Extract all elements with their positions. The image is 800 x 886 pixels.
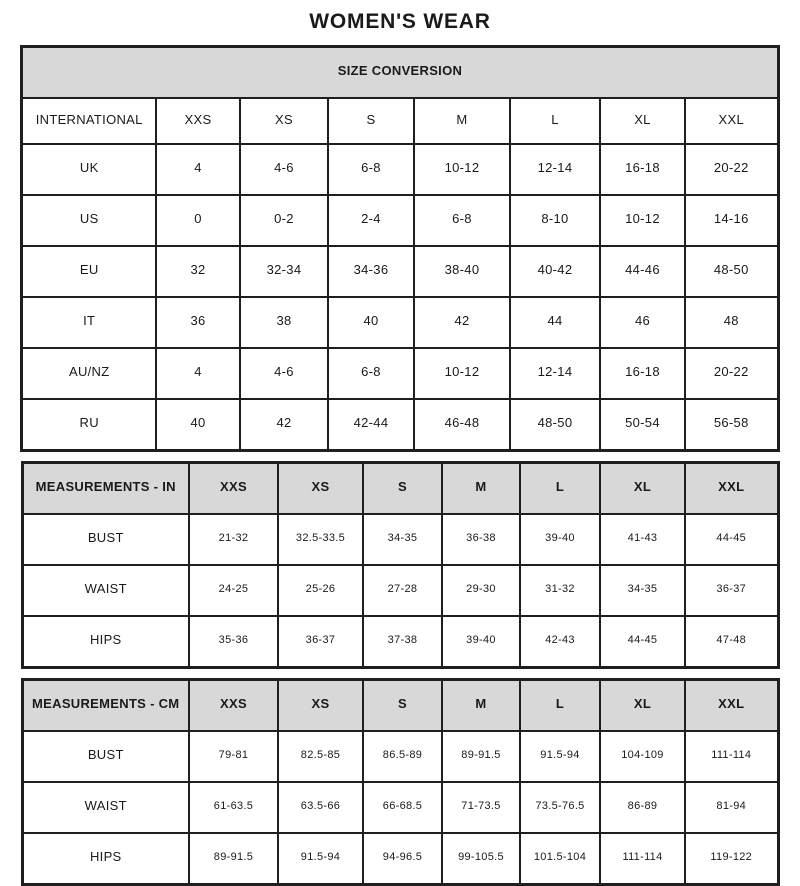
measurements-cm-table [21,678,780,886]
row-label: HIPS [22,833,189,885]
value-cell: 41-43 [600,514,685,565]
row-label: AU/NZ [22,348,156,399]
value-cell: 2-4 [328,195,414,246]
value-cell: 36 [156,297,240,348]
table-row [22,616,778,668]
value-cell: 38 [240,297,328,348]
value-cell: 44-45 [685,514,778,565]
value-cell: 38-40 [414,246,510,297]
row-label: IT [22,297,156,348]
row-label-column-header: MEASUREMENTS - IN [22,463,189,515]
value-cell: 12-14 [510,348,600,399]
value-cell: 32 [156,246,240,297]
size-column-header: XXL [685,98,778,144]
value-cell: 82.5-85 [278,731,363,782]
value-cell: 32.5-33.5 [278,514,363,565]
size-column-header: L [510,98,600,144]
table-row [22,731,778,782]
value-cell: 81-94 [685,782,778,833]
value-cell: 40 [328,297,414,348]
value-cell: 25-26 [278,565,363,616]
value-cell: 0 [156,195,240,246]
value-cell: 29-30 [442,565,520,616]
size-column-header: XL [600,98,685,144]
value-cell: 34-35 [600,565,685,616]
measurements-cm-body [22,731,778,885]
value-cell: 73.5-76.5 [520,782,600,833]
value-cell: 86.5-89 [363,731,442,782]
value-cell: 39-40 [520,514,600,565]
value-cell: 4 [156,348,240,399]
size-column-header: XL [600,680,685,732]
row-label-column-header: INTERNATIONAL [22,98,156,144]
value-cell: 6-8 [414,195,510,246]
table-row [22,348,778,399]
measurements-in-body [22,514,778,668]
size-conversion-title: SIZE CONVERSION [22,47,778,99]
value-cell: 61-63.5 [189,782,278,833]
value-cell: 48-50 [685,246,778,297]
value-cell: 35-36 [189,616,278,668]
value-cell: 24-25 [189,565,278,616]
table-row [22,297,778,348]
row-label: HIPS [22,616,189,668]
size-column-header: XXS [189,463,278,515]
value-cell: 42-43 [520,616,600,668]
value-cell: 4-6 [240,348,328,399]
size-column-header: XS [278,463,363,515]
table-row [22,399,778,451]
size-column-header: L [520,680,600,732]
value-cell: 6-8 [328,144,414,195]
value-cell: 34-36 [328,246,414,297]
value-cell: 36-37 [685,565,778,616]
size-column-header: S [363,680,442,732]
value-cell: 94-96.5 [363,833,442,885]
row-label-column-header: MEASUREMENTS - CM [22,680,189,732]
value-cell: 99-105.5 [442,833,520,885]
value-cell: 119-122 [685,833,778,885]
size-column-header: XL [600,463,685,515]
value-cell: 16-18 [600,144,685,195]
value-cell: 4 [156,144,240,195]
measurements-in-table [21,461,780,669]
table-row [22,565,778,616]
value-cell: 46-48 [414,399,510,451]
value-cell: 89-91.5 [442,731,520,782]
value-cell: 104-109 [600,731,685,782]
value-cell: 20-22 [685,348,778,399]
value-cell: 16-18 [600,348,685,399]
size-column-header: XS [278,680,363,732]
size-column-header: XXS [189,680,278,732]
size-column-header: XXL [685,463,778,515]
size-conversion-table [20,45,779,452]
value-cell: 20-22 [685,144,778,195]
value-cell: 56-58 [685,399,778,451]
value-cell: 42 [240,399,328,451]
value-cell: 8-10 [510,195,600,246]
row-label: US [22,195,156,246]
size-conversion-body [22,144,778,451]
size-conversion-banner-row [22,47,778,99]
value-cell: 79-81 [189,731,278,782]
row-label: BUST [22,514,189,565]
size-column-header: M [442,680,520,732]
row-label: RU [22,399,156,451]
value-cell: 48 [685,297,778,348]
value-cell: 66-68.5 [363,782,442,833]
measurements-cm-header-row [22,680,778,732]
value-cell: 47-48 [685,616,778,668]
table-row [22,833,778,885]
value-cell: 10-12 [600,195,685,246]
value-cell: 32-34 [240,246,328,297]
value-cell: 111-114 [685,731,778,782]
value-cell: 46 [600,297,685,348]
size-column-header: M [442,463,520,515]
value-cell: 37-38 [363,616,442,668]
value-cell: 89-91.5 [189,833,278,885]
value-cell: 44 [510,297,600,348]
value-cell: 101.5-104 [520,833,600,885]
size-conversion-header-row [22,98,778,144]
value-cell: 0-2 [240,195,328,246]
value-cell: 86-89 [600,782,685,833]
table-row [22,195,778,246]
value-cell: 44-46 [600,246,685,297]
size-column-header: S [363,463,442,515]
size-column-header: S [328,98,414,144]
value-cell: 91.5-94 [520,731,600,782]
value-cell: 44-45 [600,616,685,668]
value-cell: 50-54 [600,399,685,451]
row-label: WAIST [22,782,189,833]
table-row [22,144,778,195]
table-row [22,246,778,297]
size-column-header: L [520,463,600,515]
value-cell: 31-32 [520,565,600,616]
measurements-in-header-row [22,463,778,515]
row-label: BUST [22,731,189,782]
value-cell: 6-8 [328,348,414,399]
row-label: EU [22,246,156,297]
value-cell: 21-32 [189,514,278,565]
value-cell: 36-38 [442,514,520,565]
value-cell: 10-12 [414,144,510,195]
value-cell: 42 [414,297,510,348]
value-cell: 12-14 [510,144,600,195]
value-cell: 111-114 [600,833,685,885]
value-cell: 40-42 [510,246,600,297]
table-row [22,514,778,565]
value-cell: 91.5-94 [278,833,363,885]
value-cell: 40 [156,399,240,451]
size-column-header: XXL [685,680,778,732]
size-column-header: XXS [156,98,240,144]
value-cell: 14-16 [685,195,778,246]
value-cell: 39-40 [442,616,520,668]
value-cell: 27-28 [363,565,442,616]
row-label: WAIST [22,565,189,616]
value-cell: 36-37 [278,616,363,668]
size-column-header: M [414,98,510,144]
value-cell: 63.5-66 [278,782,363,833]
table-row [22,782,778,833]
value-cell: 10-12 [414,348,510,399]
page-title: WOMEN'S WEAR [309,10,491,33]
value-cell: 48-50 [510,399,600,451]
value-cell: 34-35 [363,514,442,565]
value-cell: 71-73.5 [442,782,520,833]
value-cell: 4-6 [240,144,328,195]
row-label: UK [22,144,156,195]
size-column-header: XS [240,98,328,144]
value-cell: 42-44 [328,399,414,451]
